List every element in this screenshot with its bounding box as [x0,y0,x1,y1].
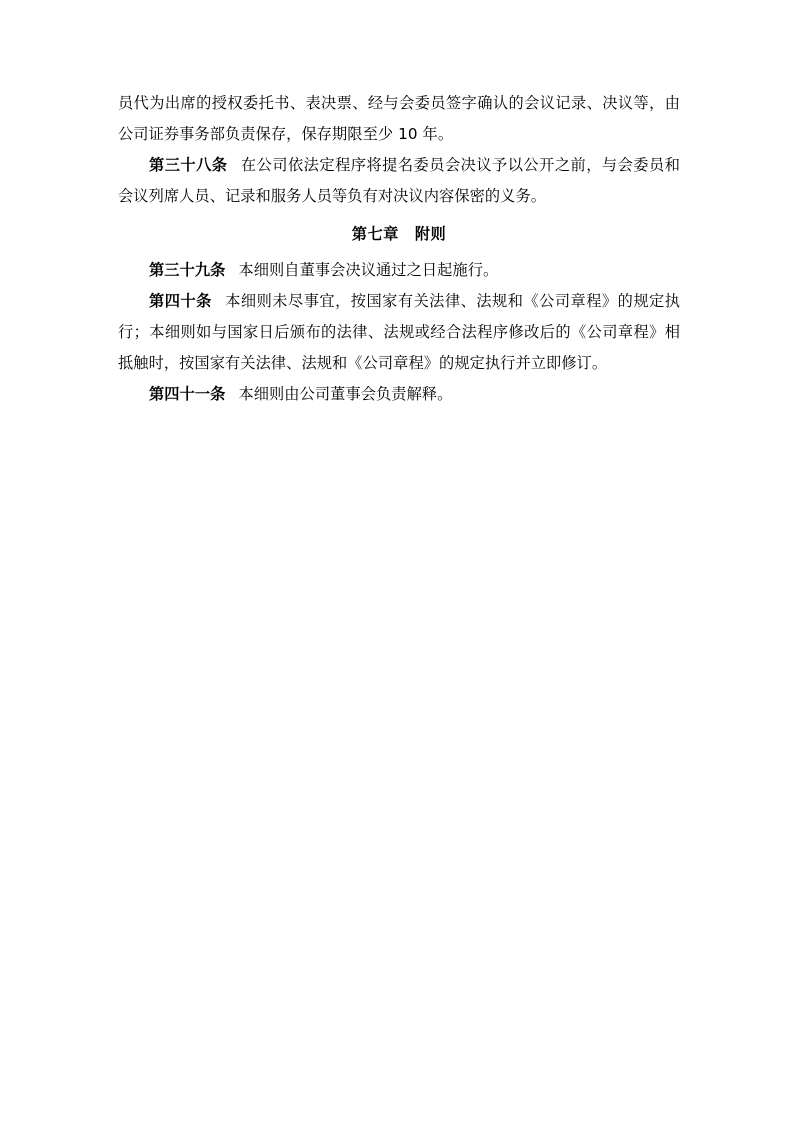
article-40-paragraph [118,286,680,379]
article-39-label: 第三十九条 [149,261,226,279]
paragraph-continued: 员代为出席的授权委托书、表决票、经与会委员签字确认的会议记录、决议等，由公司证券事务部负责保存，保存期限至少 10 年。 [118,94,680,143]
article-40-text: 本细则未尽事宜，按国家有关法律、法规和《公司章程》的规定执行；本细则如与国家日后颁布的法律、法规或经合法程序修改后的《公司章程》相抵触时，按国家有关法律、法规和《公司章程》的规定执行并立即修订。 [118,292,680,372]
chapter-title: 附则 [414,225,447,243]
chapter-heading [118,219,680,250]
article-39-text: 本细则自董事会决议通过之日起施行。 [238,261,499,279]
article-41-label: 第四十一条 [149,385,226,403]
chapter-number: 第七章 [351,225,399,243]
article-38-label: 第三十八条 [149,156,228,174]
article-38-paragraph [118,150,680,212]
article-38-text: 在公司依法定程序将提名委员会决议予以公开之前，与会委员和会议列席人员、记录和服务人员等负有对决议内容保密的义务。 [118,156,680,205]
page-content [118,88,680,410]
article-41-paragraph [118,379,680,410]
article-40-label: 第四十条 [149,292,212,310]
article-41-text: 本细则由公司董事会负责解释。 [238,385,453,403]
article-39-paragraph [118,255,680,286]
